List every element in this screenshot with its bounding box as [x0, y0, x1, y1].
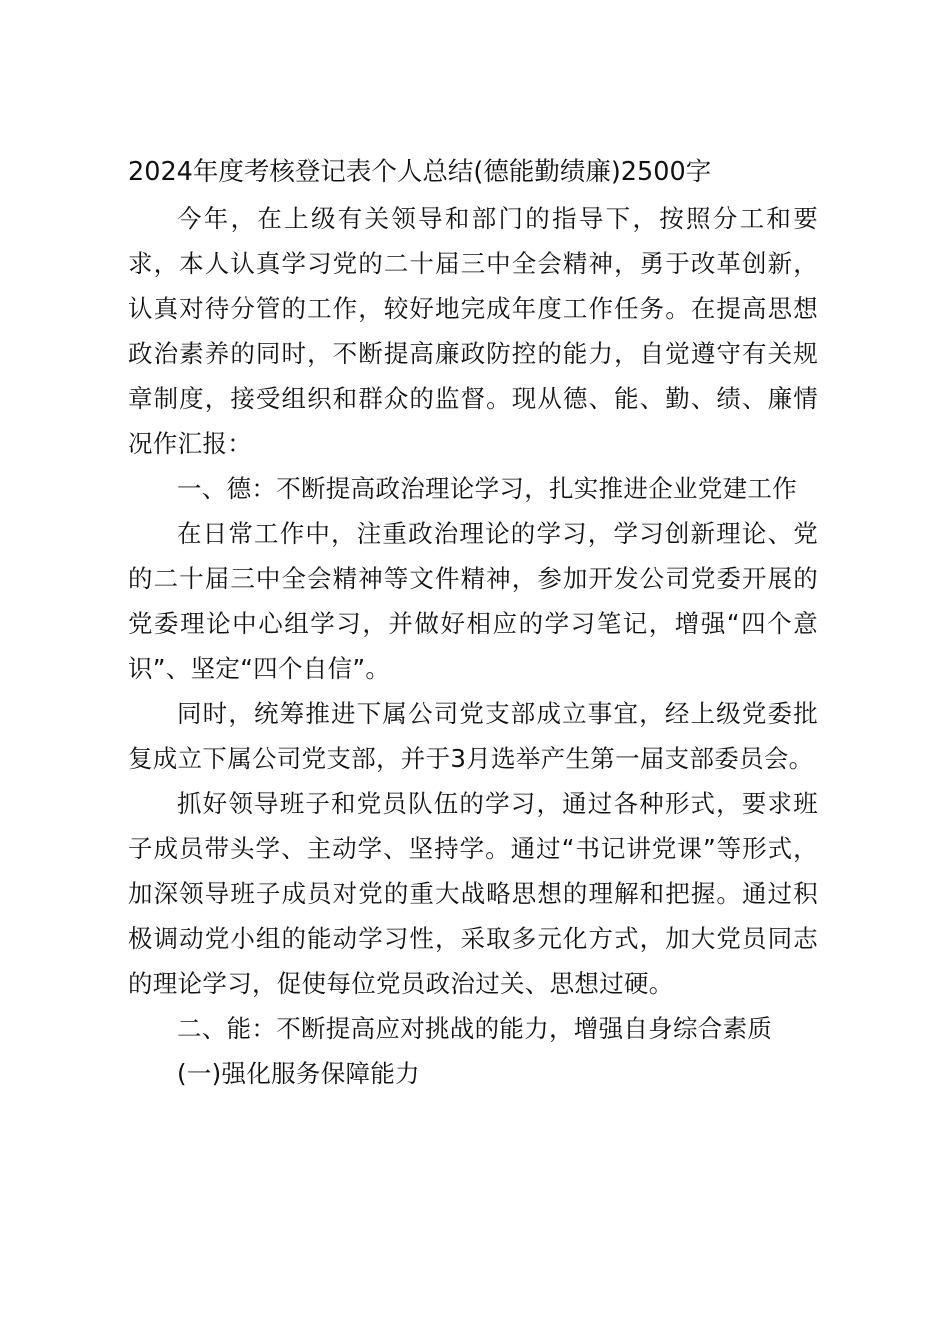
body-paragraph: 同时，统筹推进下属公司党支部成立事宜，经上级党委批复成立下属公司党支部，并于3月选举产生第一届支部委员会。	[128, 699, 818, 773]
subsection-heading: (一)强化服务保障能力	[177, 1059, 420, 1088]
document-title: 2024年度考核登记表个人总结(德能勤绩廉)2500字	[128, 157, 712, 187]
section-heading-neng: 二、能：不断提高应对挑战的能力，增强自身综合素质	[177, 1014, 773, 1043]
body-paragraph: 在日常工作中，注重政治理论的学习，学习创新理论、党的二十届三中全会精神等文件精神，参加开发公司党委开展的党委理论中心组学习，并做好相应的学习笔记，增强“四个意识”、坚定“四个自信”。	[128, 519, 818, 683]
body-paragraph: 抓好领导班子和党员队伍的学习，通过各种形式，要求班子成员带头学、主动学、坚持学。通过“书记讲党课”等形式，加深领导班子成员对党的重大战略思想的理解和把握。通过积极调动党小组的能动学习性，采取多元化方式，加大党员同志的理论学习，促使每位党员政治过关、思想过硬。	[128, 789, 818, 998]
intro-paragraph: 今年，在上级有关领导和部门的指导下，按照分工和要求，本人认真学习党的二十届三中全会精神，勇于改革创新，认真对待分管的工作，较好地完成年度工作任务。在提高思想政治素养的同时，不断提高廉政防控的能力，自觉遵守有关规章制度，接受组织和群众的监督。现从德、能、勤、绩、廉情况作汇报：	[128, 204, 818, 458]
document-body	[128, 196, 818, 1096]
section-heading-de: 一、德：不断提高政治理论学习，扎实推进企业党建工作	[177, 474, 797, 503]
